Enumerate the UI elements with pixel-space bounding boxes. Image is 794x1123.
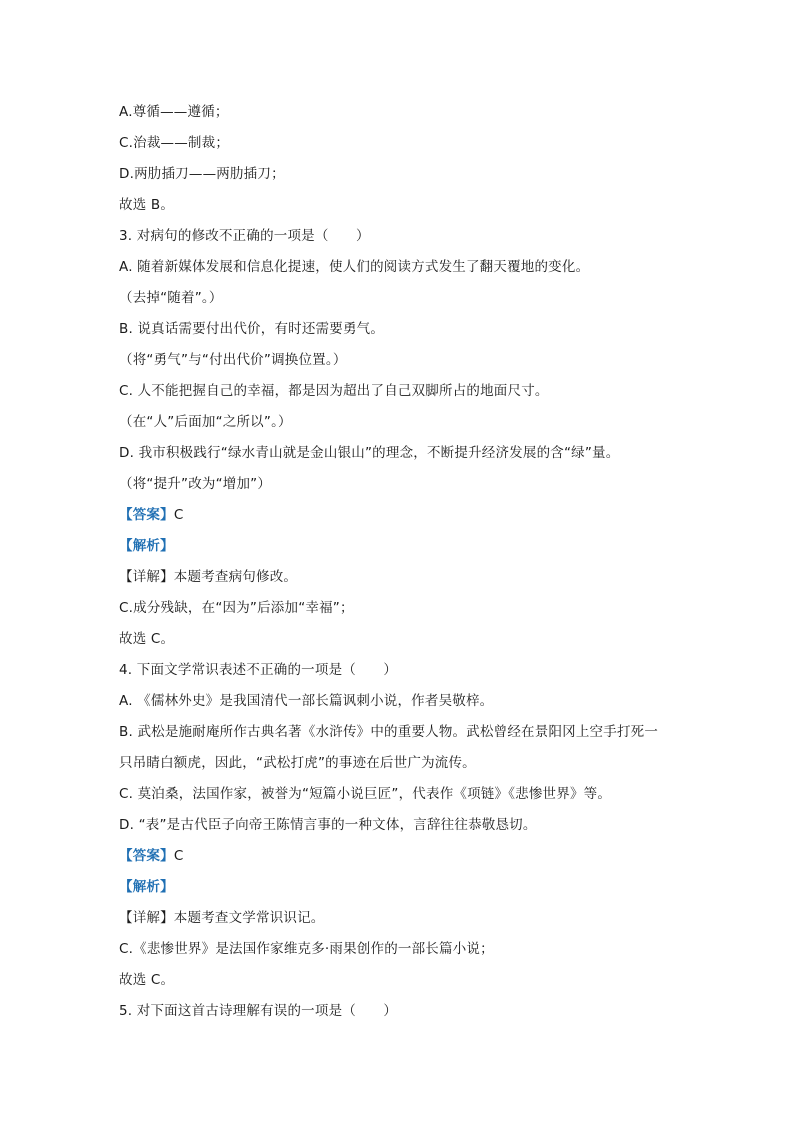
analysis-tag: 【解析】 bbox=[119, 879, 174, 895]
option-c: C. 人不能把握自己的幸福，都是因为超出了自己双脚所占的地面尺寸。 bbox=[119, 383, 549, 399]
option-d-fix: （将“提升”改为“增加”） bbox=[119, 476, 272, 492]
question-5-stem: 5. 对下面这首古诗理解有误的一项是（ ） bbox=[119, 1003, 398, 1019]
answer-value: C bbox=[173, 507, 184, 523]
answer-tag: 【答案】 bbox=[119, 848, 174, 864]
detail-line: 【详解】本题考查文学常识识记。 bbox=[119, 910, 325, 926]
option-c: C. 莫泊桑，法国作家，被誉为“短篇小说巨匠”，代表作《项链》《悲惨世界》等。 bbox=[119, 786, 612, 802]
question-4-stem: 4. 下面文学常识表述不正确的一项是（ ） bbox=[119, 662, 398, 678]
option-d: D. 我市积极践行“绿水青山就是金山银山”的理念，不断提升经济发展的含“绿”量。 bbox=[119, 445, 620, 461]
text-line: C.治裁——制裁； bbox=[119, 135, 230, 151]
option-b: B. 武松是施耐庵所作古典名著《水浒传》中的重要人物。武松曾经在景阳冈上空手打死一 bbox=[119, 724, 659, 740]
detail-line: 【详解】本题考查病句修改。 bbox=[119, 569, 298, 585]
answer-tag: 【答案】 bbox=[119, 507, 174, 523]
option-b-continued: 只吊睛白额虎，因此，“武松打虎”的事迹在后世广为流传。 bbox=[119, 755, 476, 771]
text-line: 故选 C。 bbox=[119, 972, 175, 988]
option-a-fix: （去掉“随着”。） bbox=[119, 290, 223, 306]
text-line: D.两肋插刀——两肋插刀； bbox=[119, 166, 285, 182]
answer-value: C bbox=[173, 848, 184, 864]
answer-line bbox=[119, 847, 689, 865]
option-d: D. “表”是古代臣子向帝王陈情言事的一种文体，言辞往往恭敬恳切。 bbox=[119, 817, 537, 833]
option-b-fix: （将“勇气”与“付出代价”调换位置。） bbox=[119, 352, 347, 368]
text-line: 故选 B。 bbox=[119, 197, 175, 213]
analysis-line bbox=[119, 537, 689, 555]
option-a: A. 《儒林外史》是我国清代一部长篇讽刺小说，作者吴敬梓。 bbox=[119, 693, 494, 709]
text-line: C.《悲惨世界》是法国作家维克多·雨果创作的一部长篇小说； bbox=[119, 941, 494, 957]
option-b: B. 说真话需要付出代价，有时还需要勇气。 bbox=[119, 321, 385, 337]
text-line: A.尊循——遵循； bbox=[119, 104, 229, 120]
analysis-tag: 【解析】 bbox=[119, 538, 174, 554]
question-3-stem: 3. 对病句的修改不正确的一项是（ ） bbox=[119, 228, 370, 244]
text-line: C.成分残缺，在“因为”后添加“幸福”； bbox=[119, 600, 354, 616]
analysis-line bbox=[119, 878, 689, 896]
answer-line bbox=[119, 506, 689, 524]
option-c-fix: （在“人”后面加“之所以”。） bbox=[119, 414, 292, 430]
option-a: A. 随着新媒体发展和信息化提速，使人们的阅读方式发生了翻天覆地的变化。 bbox=[119, 259, 590, 275]
text-line: 故选 C。 bbox=[119, 631, 175, 647]
